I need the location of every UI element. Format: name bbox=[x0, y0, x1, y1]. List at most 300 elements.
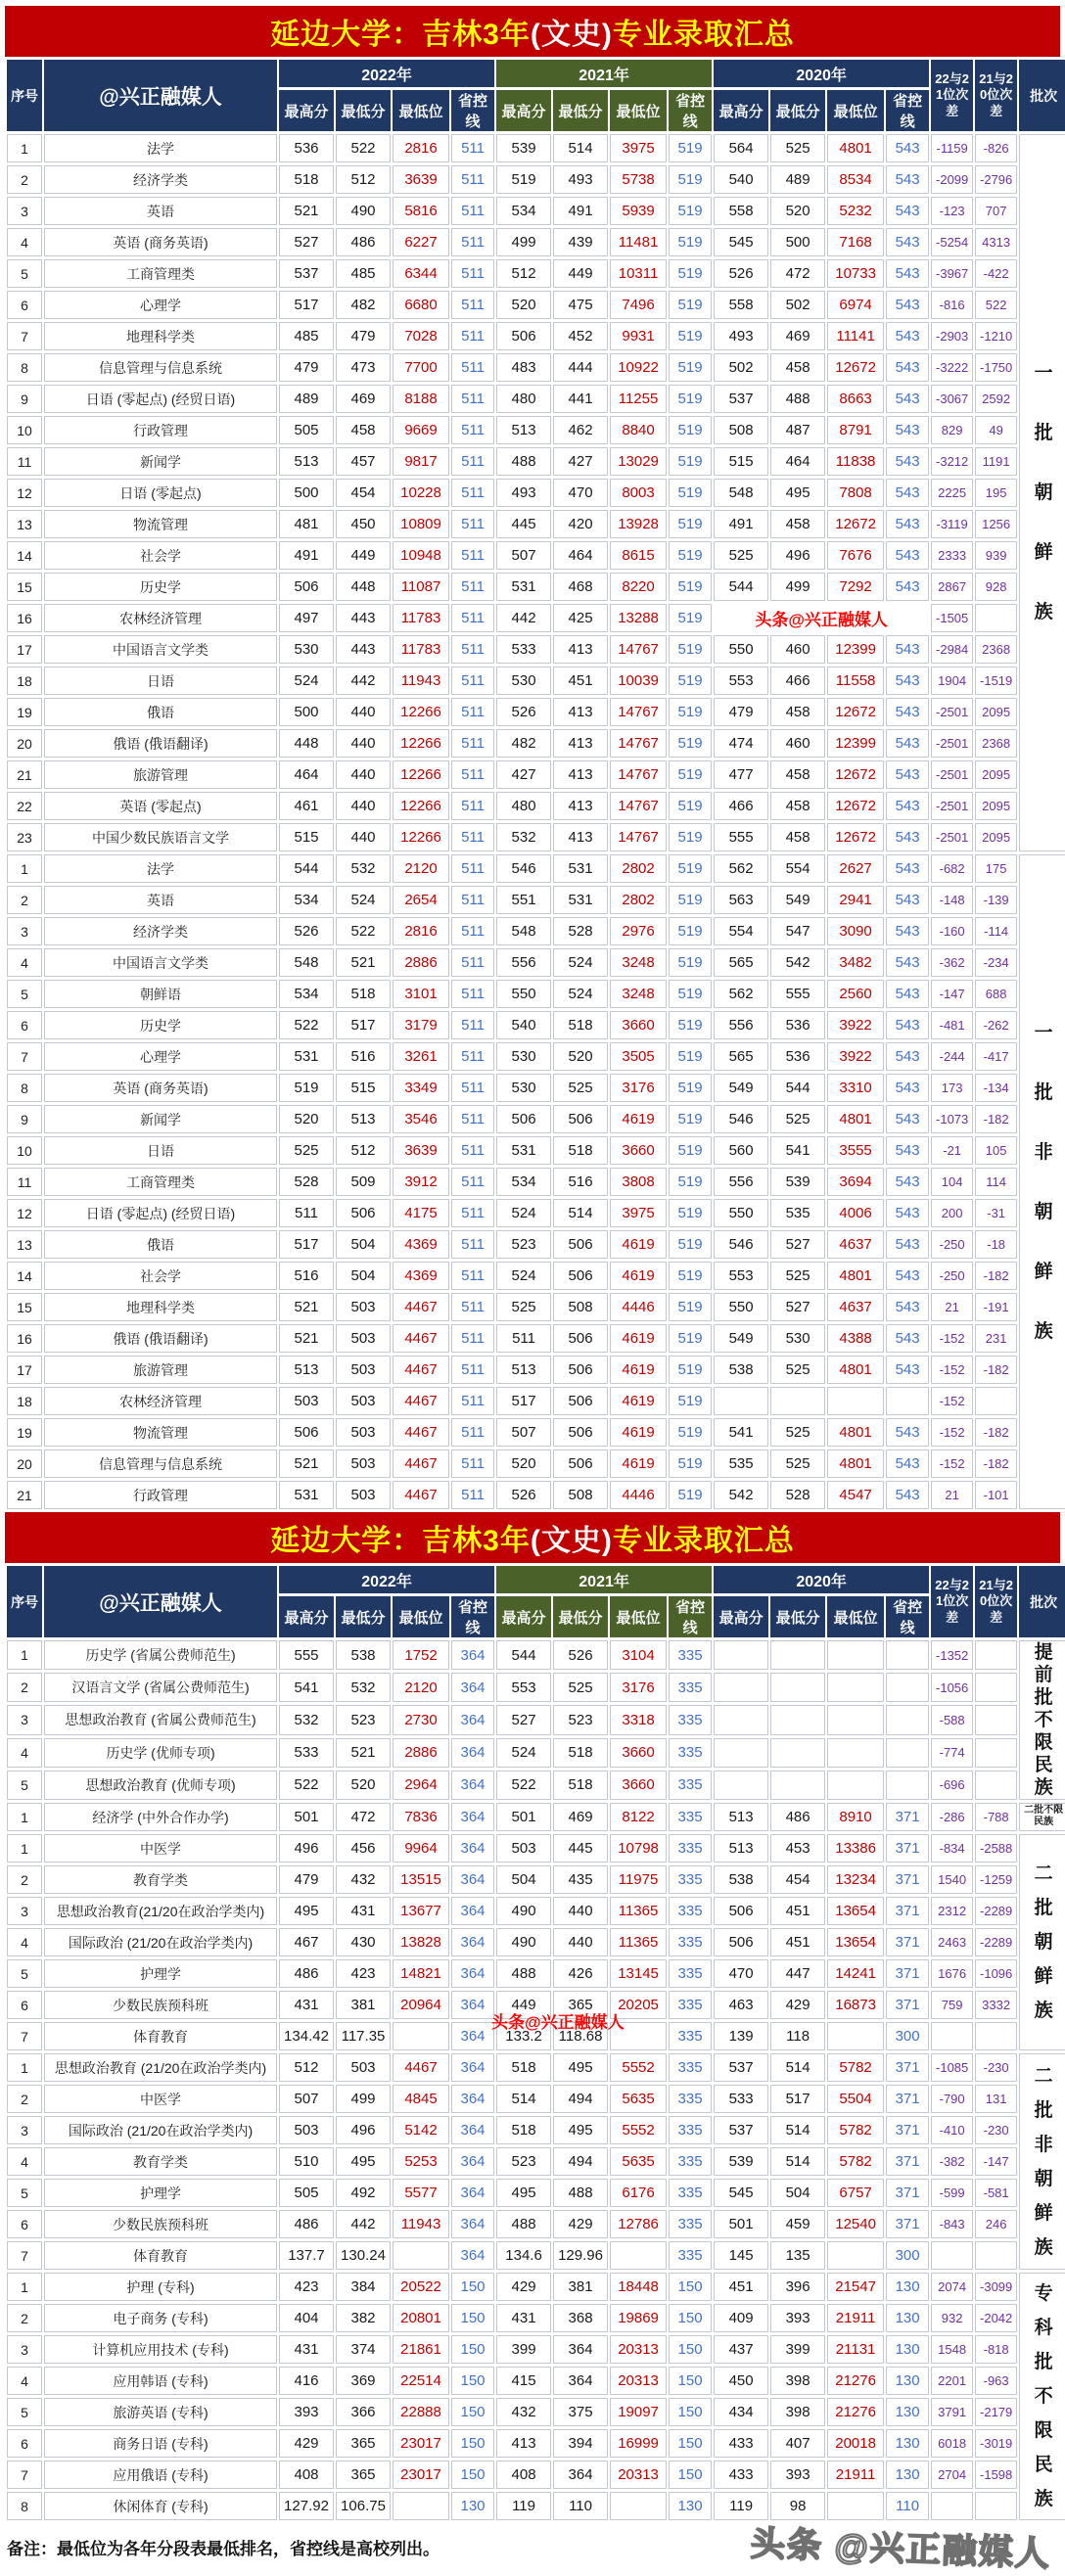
cell-rank-2022 bbox=[393, 2492, 449, 2520]
cell-rank-2020 bbox=[827, 1324, 884, 1353]
table-row bbox=[7, 1262, 1065, 1290]
cell-line-2020 bbox=[886, 1199, 929, 1227]
cell-max-2020-value: 470 bbox=[728, 1965, 754, 1982]
cell-line-2022-value: 511 bbox=[461, 1424, 485, 1441]
cell-diff-22-21 bbox=[931, 604, 973, 632]
cell-min-2020 bbox=[770, 2022, 825, 2050]
row-number-value: 21 bbox=[17, 766, 32, 783]
cell-rank-2022 bbox=[393, 2085, 449, 2113]
cell-line-2022-value: 511 bbox=[461, 1299, 485, 1315]
cell-rank-2020 bbox=[827, 1738, 884, 1768]
table-row bbox=[7, 2492, 1065, 2520]
row-number-value: 9 bbox=[21, 391, 28, 407]
batch-label: 二批朝鲜族 bbox=[1034, 1863, 1053, 2021]
cell-min-2020-value: 398 bbox=[785, 2404, 810, 2420]
cell-rank-2021 bbox=[610, 604, 667, 632]
cell-min-2021-value: 494 bbox=[568, 2091, 593, 2107]
cell-min-2020 bbox=[770, 823, 825, 851]
cell-max-2020-value: 119 bbox=[729, 2498, 754, 2514]
row-number bbox=[7, 2022, 42, 2050]
cell-max-2020-value: 544 bbox=[728, 578, 754, 595]
cell-line-2022 bbox=[451, 416, 494, 444]
row-number-value: 2 bbox=[21, 892, 28, 908]
cell-max-2021-value: 507 bbox=[511, 1424, 536, 1441]
cell-max-2021-value: 514 bbox=[511, 2091, 536, 2107]
cell-max-2022 bbox=[279, 1771, 334, 1800]
cell-max-2022-value: 526 bbox=[294, 923, 319, 940]
cell-line-2021-value: 519 bbox=[677, 829, 703, 846]
cell-diff-22-21 bbox=[931, 2210, 973, 2238]
cell-min-2020 bbox=[770, 2179, 825, 2207]
cell-rank-2020-value: 21131 bbox=[835, 2341, 876, 2358]
table-row bbox=[7, 165, 1065, 194]
cell-diff-21-20 bbox=[975, 291, 1017, 319]
cell-diff-21-20 bbox=[975, 510, 1017, 538]
table-row bbox=[7, 1074, 1065, 1102]
row-number-value: 7 bbox=[21, 2247, 28, 2264]
cell-rank-2022 bbox=[393, 1356, 449, 1384]
cell-line-2020 bbox=[886, 1640, 929, 1670]
cell-line-2022 bbox=[451, 573, 494, 601]
cell-min-2020-value: 488 bbox=[785, 391, 810, 407]
cell-min-2021 bbox=[553, 792, 608, 820]
cell-line-2022 bbox=[451, 541, 494, 570]
cell-line-2022 bbox=[451, 1640, 494, 1670]
major-name bbox=[44, 698, 277, 726]
cell-line-2021 bbox=[669, 1387, 712, 1415]
cell-rank-2020-value: 12672 bbox=[835, 516, 876, 532]
cell-min-2022 bbox=[336, 792, 391, 820]
row-number-value: 19 bbox=[17, 704, 32, 720]
cell-line-2020 bbox=[886, 823, 929, 851]
row-number-value: 5 bbox=[21, 2404, 28, 2420]
cell-max-2022 bbox=[279, 2492, 334, 2520]
cell-min-2021 bbox=[553, 1771, 608, 1800]
major-name-value: 信息管理与信息系统 bbox=[99, 1455, 222, 1472]
cell-max-2022 bbox=[279, 1803, 334, 1831]
cell-diff-21-20 bbox=[975, 980, 1017, 1008]
cell-rank-2020 bbox=[827, 2147, 884, 2176]
header-account: @兴正融媒人 bbox=[44, 1566, 277, 1637]
cell-max-2020-value: 549 bbox=[728, 1330, 754, 1347]
cell-max-2022-value: 464 bbox=[294, 766, 319, 783]
cell-rank-2021 bbox=[610, 2492, 667, 2520]
cell-min-2021-value: 516 bbox=[568, 1173, 593, 1190]
cell-min-2020 bbox=[770, 1230, 825, 1259]
cell-line-2020 bbox=[886, 1262, 929, 1290]
cell-line-2021 bbox=[669, 1673, 712, 1702]
cell-min-2020-value: 500 bbox=[785, 234, 810, 251]
header-year-2021: 2021年 bbox=[496, 60, 712, 87]
major-name bbox=[44, 2398, 277, 2426]
cell-max-2021 bbox=[496, 1640, 551, 1670]
cell-max-2022-value: 511 bbox=[295, 1205, 318, 1221]
cell-max-2022 bbox=[279, 604, 334, 632]
cell-max-2022-value: 503 bbox=[294, 1393, 319, 1409]
cell-min-2020-value: 451 bbox=[785, 1903, 810, 1919]
cell-diff-21-20 bbox=[975, 698, 1017, 726]
cell-line-2022-value: 511 bbox=[461, 829, 485, 846]
major-name-value: 体育教育 bbox=[133, 2247, 188, 2264]
cell-min-2021 bbox=[553, 1262, 608, 1290]
cell-max-2020 bbox=[714, 1897, 768, 1925]
cell-diff-22-21-value: -286 bbox=[939, 1810, 965, 1824]
cell-diff-21-20 bbox=[975, 1042, 1017, 1071]
row-number bbox=[7, 1771, 42, 1800]
cell-rank-2020 bbox=[827, 1991, 884, 2019]
row-number bbox=[7, 1991, 42, 2019]
cell-line-2020-value: 543 bbox=[895, 391, 920, 407]
cell-max-2022-value: 495 bbox=[294, 1903, 319, 1919]
cell-line-2022 bbox=[451, 1042, 494, 1071]
cell-line-2020-value: 543 bbox=[895, 578, 920, 595]
major-name-value: 行政管理 bbox=[133, 1487, 188, 1503]
cell-min-2020 bbox=[770, 197, 825, 225]
row-number bbox=[7, 197, 42, 225]
header-no: 序号 bbox=[7, 60, 42, 131]
table-row bbox=[7, 1105, 1065, 1133]
cell-min-2022-value: 503 bbox=[350, 2059, 376, 2076]
cell-min-2020-value: 542 bbox=[785, 954, 810, 971]
cell-min-2020-value: 472 bbox=[785, 265, 810, 282]
cell-diff-21-20-value: 928 bbox=[985, 579, 1007, 594]
cell-diff-21-20 bbox=[975, 729, 1017, 758]
cell-min-2020 bbox=[770, 2053, 825, 2082]
header-batch: 批次 bbox=[1019, 60, 1065, 131]
cell-max-2022-value: 525 bbox=[294, 1142, 319, 1159]
cell-max-2021 bbox=[496, 2085, 551, 2113]
cell-diff-21-20 bbox=[975, 886, 1017, 914]
cell-min-2020 bbox=[770, 2116, 825, 2144]
major-name bbox=[44, 1897, 277, 1925]
cell-line-2022 bbox=[451, 635, 494, 664]
cell-line-2022 bbox=[451, 729, 494, 758]
cell-rank-2022-value: 4845 bbox=[404, 2091, 438, 2107]
cell-max-2020 bbox=[714, 2273, 768, 2301]
cell-min-2022-value: 521 bbox=[350, 954, 376, 971]
cell-line-2021 bbox=[669, 1262, 712, 1290]
cell-diff-21-20-value: -2289 bbox=[980, 1904, 1013, 1918]
cell-line-2022-value: 511 bbox=[461, 610, 485, 626]
cell-min-2020 bbox=[770, 1324, 825, 1353]
cell-max-2020 bbox=[714, 2367, 768, 2395]
cell-line-2021 bbox=[669, 1168, 712, 1196]
cell-min-2022-value: 366 bbox=[350, 2404, 376, 2420]
cell-max-2020 bbox=[714, 2179, 768, 2207]
cell-diff-22-21 bbox=[931, 2179, 973, 2207]
cell-line-2021 bbox=[669, 1834, 712, 1863]
cell-line-2021 bbox=[669, 165, 712, 194]
major-name bbox=[44, 635, 277, 664]
cell-diff-22-21 bbox=[931, 1897, 973, 1925]
cell-max-2021-value: 517 bbox=[511, 1393, 536, 1409]
cell-diff-21-20 bbox=[975, 259, 1017, 288]
cell-min-2020 bbox=[770, 259, 825, 288]
table-row bbox=[7, 1865, 1065, 1894]
cell-diff-22-21 bbox=[931, 2335, 973, 2364]
cell-diff-21-20 bbox=[975, 1199, 1017, 1227]
cell-line-2022 bbox=[451, 1293, 494, 1321]
cell-diff-21-20-value: -234 bbox=[983, 955, 1009, 970]
row-number-value: 15 bbox=[17, 1299, 32, 1315]
major-name-value: 农林经济管理 bbox=[119, 1393, 202, 1409]
cell-diff-22-21-value: -2501 bbox=[936, 705, 969, 719]
cell-line-2020 bbox=[886, 1105, 929, 1133]
cell-max-2021 bbox=[496, 1293, 551, 1321]
cell-max-2021 bbox=[496, 1199, 551, 1227]
cell-max-2020 bbox=[714, 1959, 768, 1988]
cell-diff-22-21 bbox=[931, 2022, 973, 2050]
cell-line-2020 bbox=[886, 1738, 929, 1768]
cell-min-2020 bbox=[770, 1105, 825, 1133]
cell-diff-22-21 bbox=[931, 854, 973, 883]
cell-diff-22-21 bbox=[931, 980, 973, 1008]
cell-rank-2021 bbox=[610, 1449, 667, 1478]
cell-rank-2020-value: 7808 bbox=[839, 484, 872, 501]
cell-max-2021-value: 445 bbox=[511, 516, 536, 532]
cell-max-2021 bbox=[496, 197, 551, 225]
cell-max-2021 bbox=[496, 1262, 551, 1290]
cell-min-2020 bbox=[770, 1865, 825, 1894]
cell-max-2020 bbox=[714, 416, 768, 444]
cell-diff-22-21 bbox=[931, 1928, 973, 1956]
cell-max-2022-value: 524 bbox=[294, 672, 319, 689]
cell-min-2022-value: 513 bbox=[350, 1111, 376, 1127]
cell-rank-2020-value: 8663 bbox=[839, 391, 872, 407]
cell-max-2022-value: 505 bbox=[294, 2185, 319, 2201]
cell-diff-21-20 bbox=[975, 2053, 1017, 2082]
cell-rank-2022 bbox=[393, 165, 449, 194]
cell-rank-2020-value: 3090 bbox=[839, 923, 872, 940]
cell-line-2020-value: 543 bbox=[895, 203, 920, 219]
table-row bbox=[7, 698, 1065, 726]
cell-min-2021 bbox=[553, 541, 608, 570]
cell-diff-21-20 bbox=[975, 2429, 1017, 2458]
cell-line-2022 bbox=[451, 1959, 494, 1988]
cell-diff-21-20 bbox=[975, 2461, 1017, 2489]
cell-line-2021 bbox=[669, 1324, 712, 1353]
cell-line-2021 bbox=[669, 1293, 712, 1321]
cell-diff-22-21 bbox=[931, 1418, 973, 1447]
cell-min-2022-value: 448 bbox=[350, 578, 376, 595]
watermark-red: 头条@兴正融媒人 bbox=[491, 2013, 625, 2032]
cell-rank-2022-value: 12266 bbox=[400, 798, 441, 814]
cell-rank-2021 bbox=[610, 1418, 667, 1447]
cell-min-2022 bbox=[336, 1959, 391, 1988]
cell-rank-2022-value: 4467 bbox=[404, 1487, 438, 1503]
cell-line-2021-value: 335 bbox=[677, 2185, 703, 2201]
cell-line-2022 bbox=[451, 2210, 494, 2238]
cell-min-2020-value: 429 bbox=[785, 1997, 810, 2013]
cell-min-2021-value: 518 bbox=[568, 1776, 593, 1794]
table-row bbox=[7, 228, 1065, 256]
cell-min-2020-value: 447 bbox=[785, 1965, 810, 1982]
cell-max-2020 bbox=[714, 322, 768, 350]
cell-min-2021-value: 413 bbox=[568, 641, 593, 658]
cell-line-2021 bbox=[669, 573, 712, 601]
cell-line-2022 bbox=[451, 698, 494, 726]
cell-min-2022 bbox=[336, 2492, 391, 2520]
row-number bbox=[7, 823, 42, 851]
major-name bbox=[44, 1168, 277, 1196]
cell-min-2021-value: 495 bbox=[568, 2122, 593, 2139]
cell-rank-2022-value: 2816 bbox=[404, 923, 438, 940]
header-rank-2022: 最低位 bbox=[393, 1596, 449, 1637]
cell-rank-2021-value: 20313 bbox=[618, 2372, 659, 2389]
cell-max-2020 bbox=[714, 1230, 768, 1259]
cell-max-2022 bbox=[279, 1230, 334, 1259]
cell-diff-22-21-value: 3791 bbox=[938, 2405, 967, 2419]
major-name bbox=[44, 197, 277, 225]
table-row bbox=[7, 760, 1065, 789]
cell-diff-21-20-value: -963 bbox=[983, 2373, 1009, 2388]
cell-rank-2020-value: 3310 bbox=[839, 1080, 872, 1096]
cell-line-2021 bbox=[669, 635, 712, 664]
cell-min-2021-value: 520 bbox=[568, 1048, 593, 1065]
cell-min-2020 bbox=[770, 2147, 825, 2176]
cell-rank-2022-value: 7028 bbox=[404, 328, 438, 345]
table-row bbox=[7, 1418, 1065, 1447]
cell-diff-21-20 bbox=[975, 1262, 1017, 1290]
cell-min-2021 bbox=[553, 479, 608, 507]
cell-rank-2021-value: 14767 bbox=[618, 641, 659, 658]
major-name-value: 法学 bbox=[147, 140, 174, 157]
cell-max-2021-value: 530 bbox=[511, 1048, 536, 1065]
cell-min-2020-value: 527 bbox=[785, 1299, 810, 1315]
cell-min-2022 bbox=[336, 917, 391, 945]
cell-diff-22-21-value: -152 bbox=[939, 1425, 965, 1440]
cell-line-2021-value: 519 bbox=[677, 892, 703, 908]
cell-rank-2022 bbox=[393, 479, 449, 507]
cell-rank-2021-value: 5635 bbox=[622, 2153, 655, 2170]
table-row bbox=[7, 1640, 1065, 1670]
cell-diff-22-21 bbox=[931, 447, 973, 476]
cell-min-2022 bbox=[336, 2429, 391, 2458]
cell-min-2020 bbox=[770, 2335, 825, 2364]
cell-max-2020 bbox=[714, 2022, 768, 2050]
cell-diff-21-20 bbox=[975, 948, 1017, 977]
cell-max-2021 bbox=[496, 1771, 551, 1800]
cell-rank-2022 bbox=[393, 573, 449, 601]
cell-line-2020-value: 543 bbox=[895, 1487, 920, 1503]
cell-max-2022-value: 517 bbox=[294, 1236, 319, 1253]
cell-max-2020-value: 538 bbox=[728, 1871, 754, 1888]
cell-line-2020-value: 543 bbox=[895, 1173, 920, 1190]
major-name-value: 地理科学类 bbox=[126, 328, 195, 345]
cell-rank-2021-value: 5939 bbox=[622, 203, 655, 219]
cell-line-2022-value: 364 bbox=[460, 1679, 486, 1696]
major-name-value: 商务日语 (专科) bbox=[113, 2435, 208, 2452]
table-row bbox=[7, 1705, 1065, 1734]
cell-min-2021 bbox=[553, 698, 608, 726]
cell-diff-22-21 bbox=[931, 1449, 973, 1478]
cell-rank-2021-value: 5552 bbox=[622, 2059, 655, 2076]
cell-max-2022 bbox=[279, 1481, 334, 1509]
cell-line-2022 bbox=[451, 2241, 494, 2270]
cell-diff-21-20 bbox=[975, 635, 1017, 664]
cell-line-2022 bbox=[451, 2053, 494, 2082]
cell-max-2022 bbox=[279, 1834, 334, 1863]
cell-line-2021 bbox=[669, 1042, 712, 1071]
cell-max-2022-value: 517 bbox=[294, 297, 319, 313]
cell-max-2022-value: 497 bbox=[294, 610, 319, 626]
cell-line-2020-value: 371 bbox=[895, 2216, 920, 2232]
cell-rank-2022-value: 12266 bbox=[400, 704, 441, 720]
cell-line-2021-value: 130 bbox=[677, 2498, 703, 2514]
cell-min-2021-value: 506 bbox=[568, 1330, 593, 1347]
cell-max-2021-value: 539 bbox=[511, 140, 536, 157]
cell-max-2022-value: 521 bbox=[294, 1299, 319, 1315]
cell-diff-22-21 bbox=[931, 2053, 973, 2082]
cell-diff-21-20 bbox=[975, 197, 1017, 225]
cell-rank-2021-value: 20313 bbox=[618, 2466, 659, 2483]
cell-max-2021-value: 408 bbox=[511, 2466, 536, 2483]
cell-max-2021 bbox=[496, 1673, 551, 1702]
cell-line-2020 bbox=[886, 573, 929, 601]
cell-max-2022-value: 393 bbox=[294, 2404, 319, 2420]
cell-max-2021-value: 522 bbox=[511, 1776, 536, 1794]
table-row bbox=[7, 197, 1065, 225]
cell-rank-2022 bbox=[393, 416, 449, 444]
cell-diff-21-20 bbox=[975, 604, 1017, 632]
cell-rank-2021-value: 14767 bbox=[618, 829, 659, 846]
cell-min-2021 bbox=[553, 1834, 608, 1863]
cell-max-2022 bbox=[279, 1324, 334, 1353]
table-row bbox=[7, 1673, 1065, 1702]
cell-min-2022-value: 512 bbox=[350, 171, 376, 188]
cell-line-2021 bbox=[669, 886, 712, 914]
table-row bbox=[7, 1136, 1065, 1165]
cell-diff-22-21-value: -1352 bbox=[936, 1647, 969, 1663]
cell-diff-21-20-value: 2592 bbox=[982, 391, 1011, 406]
cell-rank-2021 bbox=[610, 259, 667, 288]
cell-max-2020-value: 535 bbox=[728, 1455, 754, 1472]
cell-diff-21-20 bbox=[975, 2335, 1017, 2364]
cell-max-2022 bbox=[279, 1928, 334, 1956]
cell-rank-2020 bbox=[827, 447, 884, 476]
cell-min-2021-value: 531 bbox=[568, 892, 593, 908]
cell-min-2020-value: 135 bbox=[785, 2247, 810, 2264]
cell-line-2022 bbox=[451, 228, 494, 256]
cell-diff-22-21-value: 1904 bbox=[938, 673, 967, 688]
cell-rank-2021-value: 3505 bbox=[622, 1048, 655, 1065]
cell-diff-21-20-value: 2095 bbox=[982, 705, 1011, 719]
major-name-value: 旅游英语 (专科) bbox=[113, 2404, 208, 2420]
cell-min-2021 bbox=[553, 447, 608, 476]
cell-line-2022 bbox=[451, 1449, 494, 1478]
table-row bbox=[7, 510, 1065, 538]
cell-min-2022-value: 440 bbox=[350, 766, 376, 783]
cell-diff-22-21-value: -834 bbox=[939, 1841, 965, 1856]
header-max-2021: 最高分 bbox=[496, 90, 551, 131]
cell-rank-2021 bbox=[610, 2241, 667, 2270]
major-name bbox=[44, 1449, 277, 1478]
table-row bbox=[7, 2273, 1065, 2301]
cell-line-2020-value: 371 bbox=[895, 1997, 920, 2013]
cell-min-2022 bbox=[336, 2085, 391, 2113]
row-number bbox=[7, 1011, 42, 1039]
cell-rank-2020 bbox=[827, 385, 884, 413]
cell-max-2021 bbox=[496, 541, 551, 570]
cell-diff-21-20 bbox=[975, 1356, 1017, 1384]
cell-min-2020-value: 525 bbox=[785, 1455, 810, 1472]
cell-rank-2022 bbox=[393, 541, 449, 570]
cell-line-2021-value: 519 bbox=[677, 954, 703, 971]
major-name bbox=[44, 823, 277, 851]
cell-min-2022 bbox=[336, 2273, 391, 2301]
cell-line-2020 bbox=[886, 2273, 929, 2301]
cell-line-2022 bbox=[451, 353, 494, 382]
